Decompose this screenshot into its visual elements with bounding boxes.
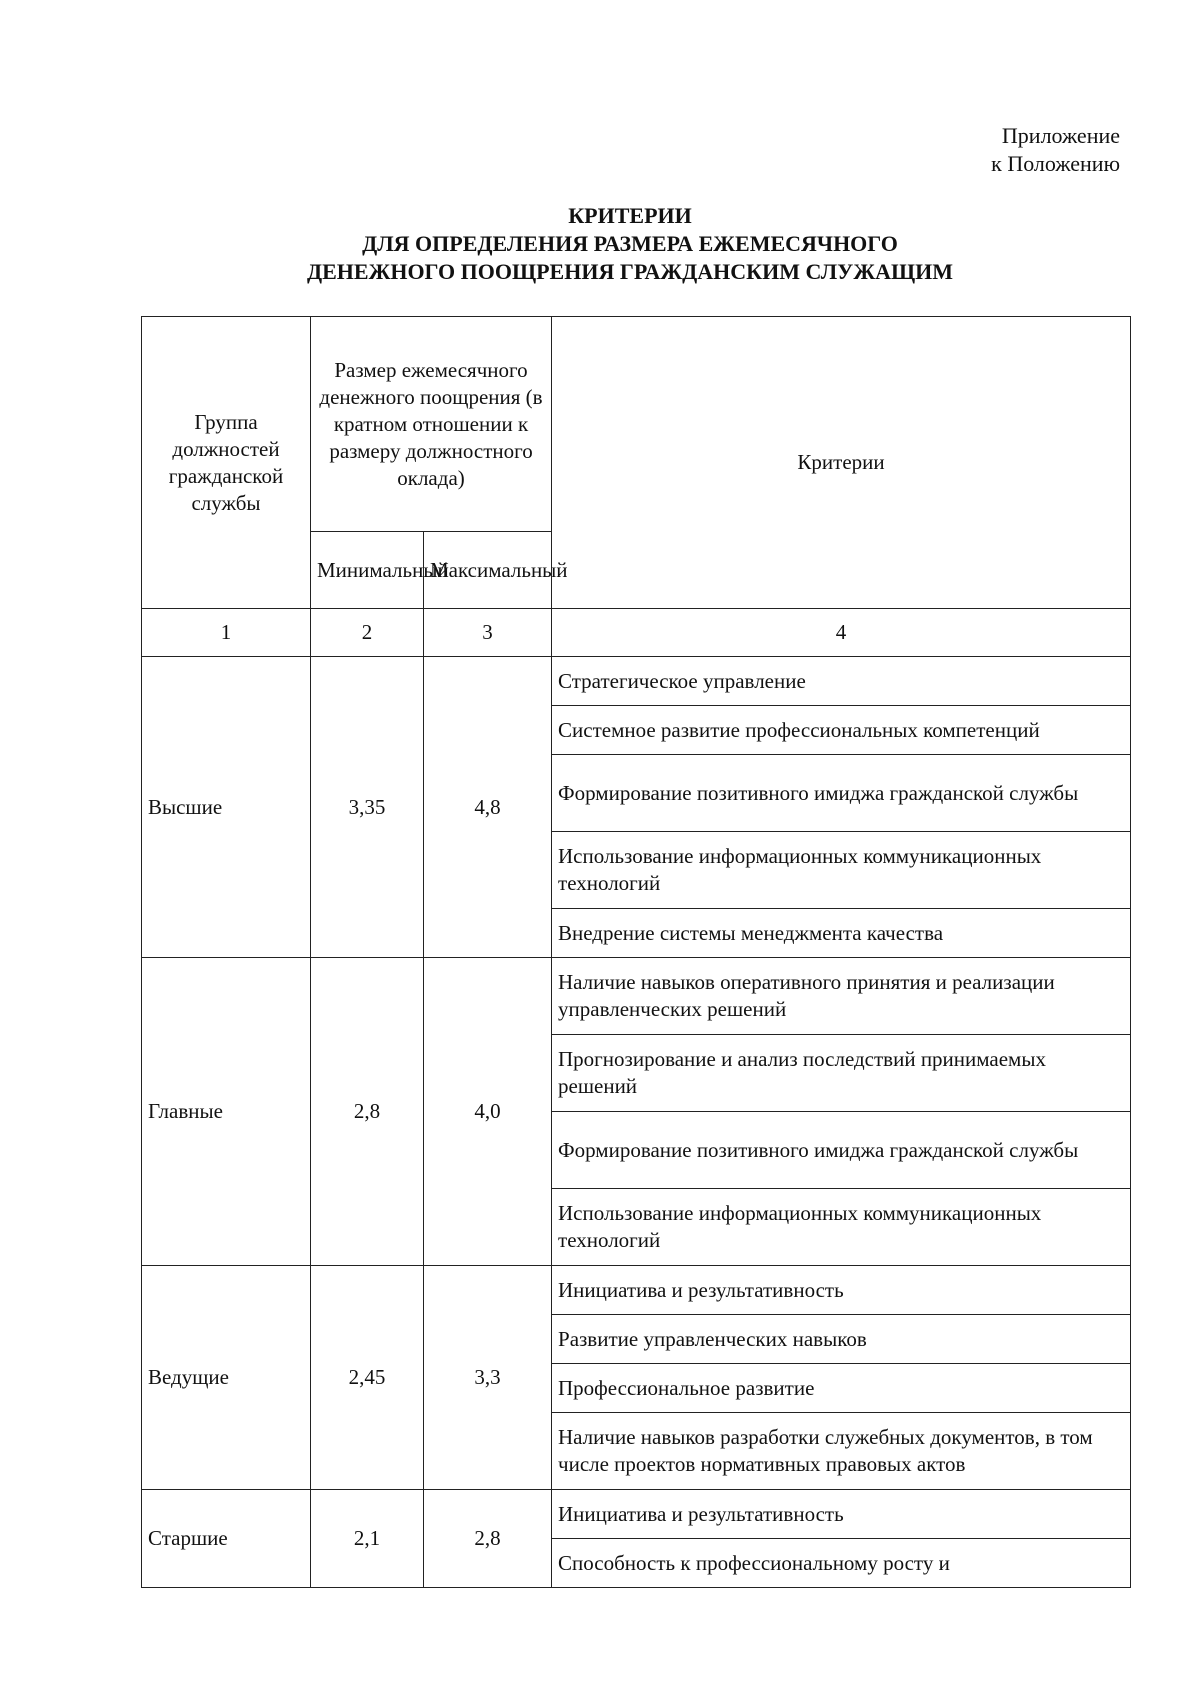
criterion: Инициатива и результативность [552,1490,1131,1539]
title-line-2: ДЛЯ ОПРЕДЕЛЕНИЯ РАЗМЕРА ЕЖЕМЕСЯЧНОГО [362,231,898,256]
table-row [142,1266,1131,1315]
criterion: Профессиональное развитие [552,1364,1131,1413]
group-min: 2,1 [311,1490,424,1588]
header-max: Максимальный [424,532,552,609]
criterion: Прогнозирование и анализ последствий принимаемых решений [552,1035,1131,1112]
column-number-1: 1 [142,609,311,657]
group-min: 2,8 [311,958,424,1266]
criterion: Наличие навыков разработки служебных документов, в том числе проектов нормативных правовых актов [552,1413,1131,1490]
appendix-note [991,122,1120,178]
group-min: 2,45 [311,1266,424,1490]
criterion: Внедрение системы менеджмента качества [552,909,1131,958]
header-min: Минимальный [311,532,424,609]
table-row [142,1490,1131,1539]
criterion: Развитие управленческих навыков [552,1315,1131,1364]
criterion: Формирование позитивного имиджа гражданской службы [552,1112,1131,1189]
group-name: Высшие [142,657,311,958]
group-min: 3,35 [311,657,424,958]
group-max: 2,8 [424,1490,552,1588]
group-name: Главные [142,958,311,1266]
group-max: 4,8 [424,657,552,958]
criterion: Формирование позитивного имиджа гражданской службы [552,755,1131,832]
criterion: Использование информационных коммуникационных технологий [552,1189,1131,1266]
header-criteria: Критерии [552,317,1131,609]
header-size: Размер ежемесячного денежного поощрения (в кратном отношении к размеру должностного оклада) [311,317,552,532]
criterion: Инициатива и результативность [552,1266,1131,1315]
table-row [142,657,1131,706]
column-number-3: 3 [424,609,552,657]
group-max: 3,3 [424,1266,552,1490]
appendix-line-1: Приложение [1001,123,1120,148]
title-line-3: ДЕНЕЖНОГО ПООЩРЕНИЯ ГРАЖДАНСКИМ СЛУЖАЩИМ [306,259,954,284]
document-title [0,202,1200,286]
criterion: Наличие навыков оперативного принятия и реализации управленческих решений [552,958,1131,1035]
appendix-line-2: к Положению [991,151,1120,176]
criterion: Стратегическое управление [552,657,1131,706]
column-number-2: 2 [311,609,424,657]
criterion: Способность к профессиональному росту и [552,1539,1131,1588]
criterion: Использование информационных коммуникационных технологий [552,832,1131,909]
header-group: Группа должностей гражданской службы [142,317,311,609]
criterion: Системное развитие профессиональных компетенций [552,706,1131,755]
column-numbers-row [142,609,1131,657]
group-name: Старшие [142,1490,311,1588]
column-number-4: 4 [552,609,1131,657]
group-name: Ведущие [142,1266,311,1490]
criteria-table [141,316,1131,1588]
title-line-1: КРИТЕРИИ [568,203,692,228]
group-max: 4,0 [424,958,552,1266]
table-row [142,958,1131,1035]
